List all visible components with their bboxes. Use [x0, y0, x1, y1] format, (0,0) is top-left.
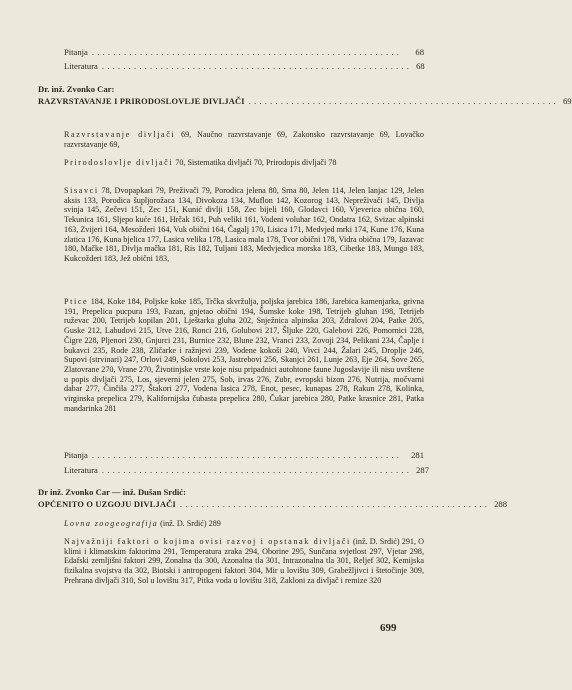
leader-dots: ..........................................................	[179, 499, 491, 509]
section-lead: Prirodoslovlje divljači	[64, 158, 174, 167]
toc-page-number: 287	[416, 465, 429, 475]
toc-chapter-breeding	[38, 499, 508, 510]
section-lead: Sisavci	[64, 186, 99, 195]
toc-page-number: 69	[562, 96, 572, 106]
section-lead: Ptice	[64, 297, 89, 306]
section-text: (inž. D. Srdić) 289	[158, 519, 221, 528]
section-text: (inž. D. Srdić) 291, O klimi i klimatskim faktorima 291, Temperatura zraka 294, Oborine 295, Sunčana svjetlost 297, Vjetar 298, Edafski zemljišni faktori 299, Zonalna tla 300, Azonalna tla 301, Intrazonalna tla 301, Reljef 302, Kemijska fizikalna svojstva tla 302, Biotski i antropogeni faktori 304, Mir u lovištu 309, Grabežljivci i štetočinje 309, Prehrana divljači 310, Sol u lovištu 317, Pitka voda u lovištu 318, Zakloni za divljač i remize 320	[64, 537, 424, 585]
leader-dots: ..........................................................	[101, 61, 413, 71]
toc-paragraph	[64, 519, 424, 529]
section-text: 70, Sistematika divljači 70, Prirodopis divljači 78	[173, 158, 337, 167]
leader-dots: ..........................................................	[101, 465, 413, 475]
chapter-title: OPĆENITO O UZGOJU DIVLJAČI	[38, 500, 176, 509]
toc-entry-questions	[64, 47, 424, 58]
toc-page-number: 68	[416, 61, 425, 71]
toc-page-number: 281	[411, 450, 424, 460]
toc-entry-literature	[64, 465, 429, 476]
leader-dots: ..........................................................	[91, 450, 403, 460]
section-text: 69, Naučno razvrstavanje 69, Zakonsko razvrstavanje 69, Lovačko razvrstavanje 69,	[64, 130, 424, 149]
section-lead: Razvrstavanje divljači	[64, 130, 176, 139]
toc-label: Pitanja	[64, 47, 88, 57]
toc-label: Literatura	[64, 61, 98, 71]
section-text: 78, Dvopapkari 79, Preživači 79, Porodica jelena 80, Srna 80, Jelen 114, Jelen lanjac 129, Jelen aksis 133, Porodica šupljorožaca 134, Divokoza 134, Muflon 142, Kozorog 143, Nepreživači 145, Divlja svinja 145, Zečevi 151, Zec 151, Kunić divlji 158, Zec bijeli 160, Glodavci 160, Vjeverica obična 160, Tekunica 161, Sljepo kuće 161, Hrčak 161, Puh veliki 161, Vodeni voluhar 162, Ondatra 162, Svizac alpinski 163, Zvijeri 164, Mesožderi 164, Vuk obični 164, Čagalj 170, Lisica 171, Medvjed mrki 174, Kune 176, Kuna zlatica 176, Kuna bjelica 177, Lasica velika 178, Lasica mala 178, Tvor obični 178, Vidra obična 179, Jazavac 180, Mačke 181, Divlja mačka 181, Ris 182, Tuljani 183, Medvjedica morska 183, Cibetke 183, Mungo 183, Kukcožderi 183, Jež obični 183,	[64, 186, 424, 263]
toc-entry-literature	[64, 61, 424, 72]
leader-dots: ..........................................................	[248, 96, 559, 106]
section-lead: Najvažniji faktori o kojima ovisi razvoj i opstanak divljači	[64, 537, 351, 546]
section-text: 184, Koke 184, Poljske koke 185, Trčka skvržulja, poljska jarebica 186, Jarebica kamenjarka, grivna 191, Prepelica pucpura 193, Fazan, gnjetao obični 194, Šumske koke 198, Tetrijeb gluhan 198, Tetrijeb ruževac 200, Tetrijeb kopilan 201, Lještarka gluha 202, Snježnica alpinska 203, Zdralovi 204, Patke 205, Guske 212, Labudovi 215, Utve 216, Ronci 216, Golubovi 217, Šljuke 220, Galebovi 226, Pomornici 228, Čigre 228, Pljenori 230, Gnjurci 231, Burnice 232, Blune 232, Vranci 233, Zovoji 234, Pelikani 234, Čaplje i bukavci 235, Rode 238, Zličarke i ražnjevi 239, Vodene kokoši 240, Vivci 244, Žalari 245, Droplje 246, Supovi (strvinari) 247, Orlovi 249, Sokolovi 253, Jastrebovi 256, Skanjci 261, Lunje 263, Eje 264, Sove 265, Zlatovrane 270, Vrane 270, Životinjske vrste koje nisu pripadnici autohtone faune Jugoslavije ili nisu uvrštene u popis divljači 275, Los, sjeverni jelen 275, Sob, irvas 276, Zubr, evropski bizon 276, Nutrija, močvarni dabar 277, Činčila 277, Štakori 277, Vodena lasica 278, Enot, pesec, kunapas 278, Rakun 278, Kolinka, virginska prepelica 279, Kalifornijska čubasta prepelica 280, Čukar jarebica 280, Patke krasnice 281, Patka mandarinka 281	[64, 297, 424, 413]
toc-entry-questions	[64, 450, 424, 461]
toc-paragraph	[64, 186, 424, 264]
section-lead: Lovna zoogeografija	[64, 519, 159, 528]
toc-paragraph	[64, 297, 424, 413]
toc-paragraph	[64, 537, 424, 586]
page-number: 699	[380, 622, 397, 634]
toc-label: Pitanja	[64, 450, 88, 460]
leader-dots: ..........................................................	[91, 47, 403, 57]
toc-label: Literatura	[64, 465, 98, 475]
chapter-title: RAZVRSTAVANJE I PRIRODOSLOVLJE DIVLJAČI	[38, 97, 245, 106]
chapter-author: Dr. inž. Zvonko Car:	[38, 84, 115, 94]
toc-page-number: 68	[415, 47, 424, 57]
toc-page-number: 288	[494, 499, 508, 509]
chapter-author: Dr inž. Zvonko Car — inž. Dušan Srdić:	[38, 487, 186, 497]
toc-chapter-classification	[38, 96, 572, 107]
toc-paragraph	[64, 130, 424, 149]
toc-paragraph	[64, 158, 424, 168]
